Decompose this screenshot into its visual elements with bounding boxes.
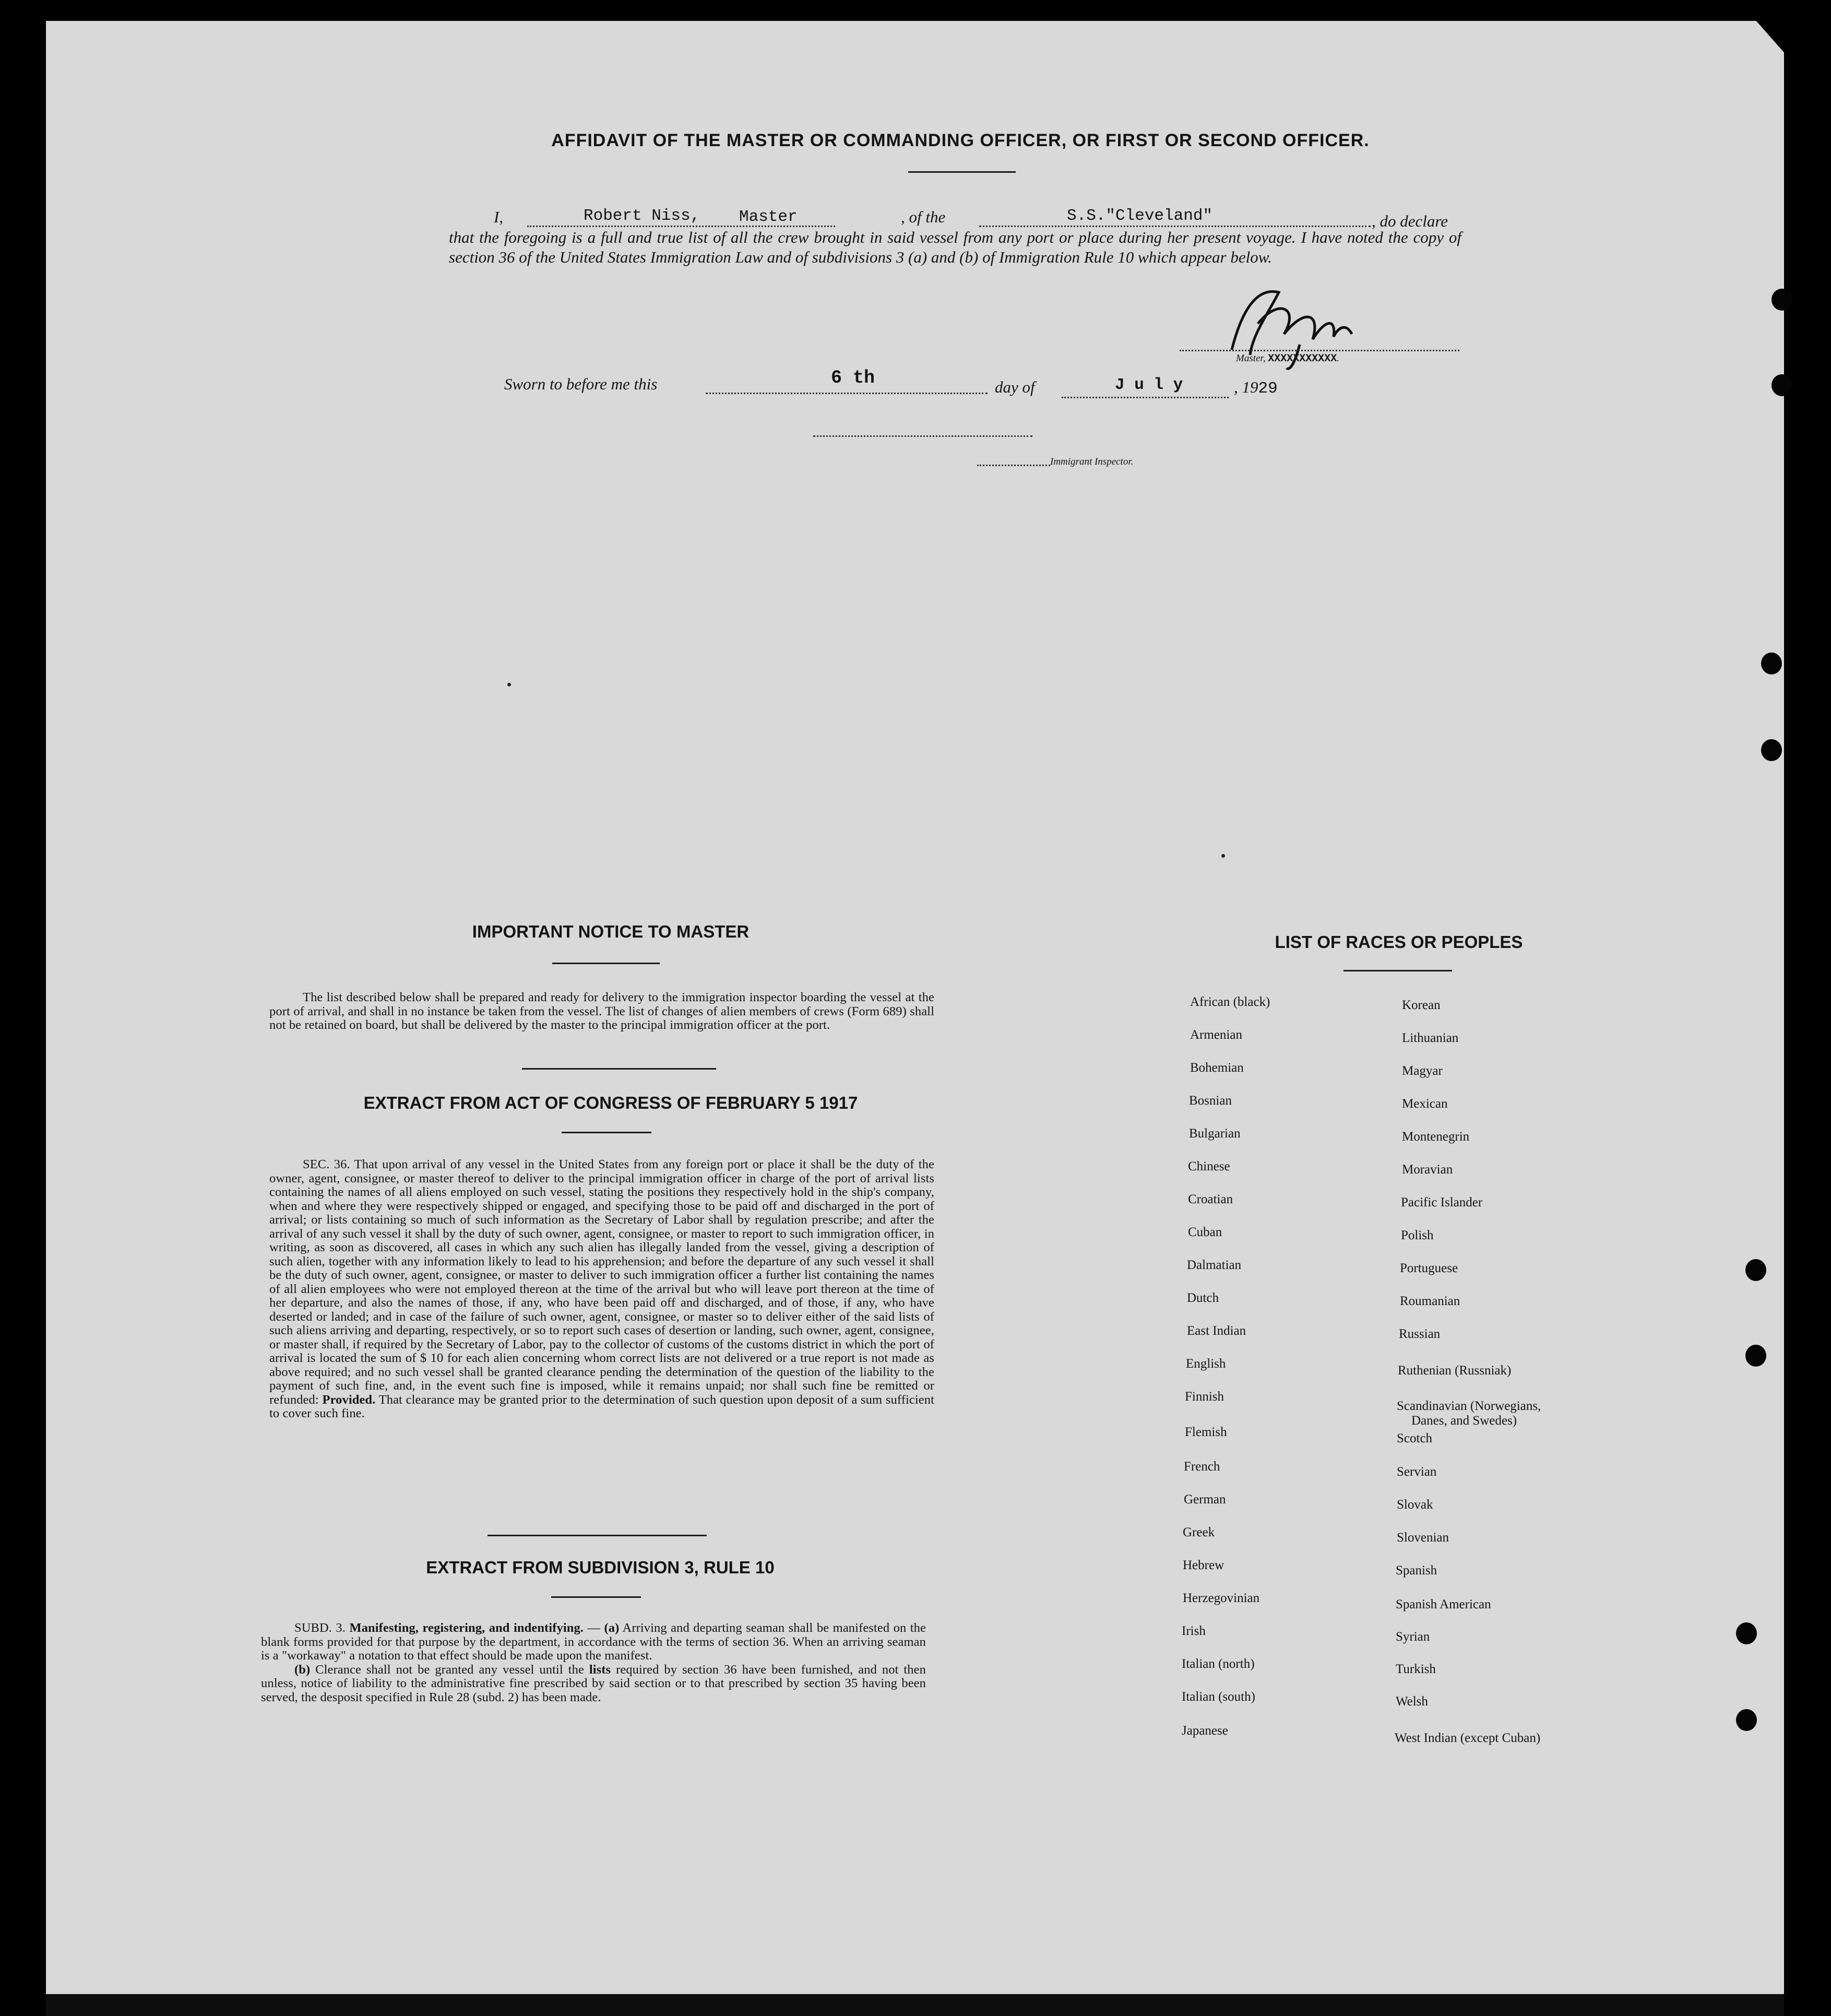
scan-edge [46, 1994, 1784, 2016]
of-the-label: , of the [901, 208, 946, 226]
race-item: Servian [1397, 1465, 1437, 1479]
race-item: Bosnian [1189, 1094, 1232, 1108]
inspector-caption: Immigrant Inspector. [1050, 456, 1134, 467]
race-item: Lithuanian [1402, 1031, 1459, 1045]
notice-title-rule [552, 963, 660, 964]
race-item: Finnish [1185, 1390, 1224, 1404]
race-item: Slovenian [1397, 1531, 1449, 1545]
act-provided: Provided. [322, 1392, 376, 1407]
rule-subd-a [261, 1621, 926, 1663]
subd-a-label: (a) [604, 1621, 620, 1635]
act-text [269, 1158, 934, 1421]
race-item: Turkish [1396, 1662, 1436, 1676]
subd-dash: — [584, 1621, 604, 1635]
binder-hole [1745, 1259, 1766, 1281]
title-rule [908, 171, 1016, 173]
act-paragraph [269, 1158, 934, 1421]
day-of-label: day of [995, 378, 1035, 396]
subd-b-lists: lists [589, 1662, 611, 1677]
race-item: German [1184, 1492, 1226, 1507]
year-label [1234, 378, 1278, 398]
race-item: Korean [1402, 998, 1441, 1012]
binder-hole [1761, 739, 1782, 761]
race-item: Croatian [1188, 1192, 1233, 1206]
race-item: Herzegovinian [1183, 1591, 1260, 1605]
sworn-label: Sworn to before me this [504, 375, 658, 393]
race-item: Scandinavian (Norwegians, [1397, 1399, 1541, 1413]
inspector-signature-line [813, 435, 1032, 437]
act-paragraph-end: That clearance may be granted prior to the determination of such question upon deposit of a sum sufficient to cover such fine. [269, 1392, 934, 1420]
notice-divider [522, 1068, 716, 1070]
vessel-fill-line [979, 226, 1371, 227]
race-item: Ruthenian (Russniak) [1398, 1363, 1512, 1378]
race-item: Syrian [1396, 1630, 1430, 1644]
race-item: Armenian [1190, 1028, 1242, 1042]
race-item: West Indian (except Cuban) [1395, 1731, 1541, 1745]
act-title-rule [562, 1132, 651, 1133]
race-item: Bohemian [1190, 1061, 1244, 1075]
race-item: Moravian [1402, 1163, 1453, 1177]
master-rank: Master [739, 208, 798, 226]
races-title-rule [1343, 970, 1452, 971]
race-item: Scotch [1397, 1431, 1433, 1445]
notice-title: IMPORTANT NOTICE TO MASTER [472, 922, 750, 941]
binder-hole [1761, 653, 1782, 674]
declare-label: , do declare [1372, 212, 1448, 230]
race-item: Magyar [1402, 1064, 1443, 1078]
race-item: Mexican [1402, 1097, 1448, 1111]
master-name: Robert Niss, [584, 207, 700, 225]
act-divider [488, 1535, 707, 1536]
binder-hole [1745, 1345, 1766, 1367]
subd-b-text-2: required by section 36 have been furnished, and not then unless, notice of liability to the administrative fine prescribed by said section or to that prescribed by section 35 having been served, the desposit specified in Rule 28 (subd. 2) has been made. [261, 1662, 926, 1704]
race-item: Pacific Islander [1401, 1195, 1483, 1209]
race-item: African (black) [1190, 995, 1270, 1009]
race-item: Polish [1401, 1228, 1434, 1242]
race-item: Dalmatian [1187, 1258, 1242, 1272]
rule-subd-b [261, 1663, 926, 1705]
race-item: Greek [1183, 1525, 1215, 1539]
race-item: East Indian [1187, 1324, 1246, 1338]
race-item: Hebrew [1183, 1558, 1224, 1572]
race-item: Russian [1399, 1327, 1441, 1341]
rule-text [261, 1621, 926, 1704]
binder-hole [1771, 289, 1792, 311]
rule-title: EXTRACT FROM SUBDIVISION 3, RULE 10 [426, 1558, 775, 1577]
race-item: Italian (south) [1182, 1690, 1255, 1704]
race-item: Irish [1182, 1624, 1206, 1638]
race-item: Cuban [1188, 1225, 1222, 1239]
notice-paragraph: The list described below shall be prepared and ready for delivery to the immigration inspector boarding the vessel at the port of arrival, and shall in no instance be taken from the vessel. The list of changes of alien members of crews (Form 689) shall not be retained on board, but shall be delivered by the master to the principal immigration officer at the port. [269, 990, 934, 1032]
race-item: English [1186, 1357, 1226, 1371]
sworn-month: J u l y [1115, 376, 1183, 394]
subd-heading: Manifesting, registering, and indentifying. [349, 1621, 584, 1635]
year-prefix: , 19 [1234, 378, 1258, 396]
vessel-name: S.S."Cleveland" [1067, 207, 1213, 225]
subd-b-label: (b) [294, 1662, 311, 1677]
affidavit-title: AFFIDAVIT OF THE MASTER OR COMMANDING OFFICER, OR FIRST OR SECOND OFFICER. [551, 131, 1370, 150]
rule-title-rule [551, 1596, 641, 1598]
signature-caption-struck: XXXXXXXXXXX [1268, 353, 1337, 365]
binder-hole [1771, 374, 1792, 396]
race-item: Spanish American [1396, 1597, 1491, 1611]
affidavit-paragraph: that the foregoing is a full and true list of all the crew brought in said vessel from any port or place during her present voyage. I have noted the copy of section 36 of the United States Immigration Law and of subdivisions 3 (a) and (b) of Immigration Rule 10 which appear below. [449, 228, 1461, 266]
affidavit-prefix: I, [494, 208, 504, 226]
race-item: Italian (north) [1182, 1657, 1255, 1671]
binder-hole [1736, 1709, 1757, 1731]
race-item: Dutch [1187, 1291, 1219, 1305]
act-paragraph-body: SEC. 36. That upon arrival of any vessel in the United States from any foreign port or place it shall be the duty of the owner, agent, consignee, or master thereof to deliver to the principal immigration officer in charge of the port of arrival lists containing the names of all aliens employed on such vessel, stating the positions they respectively hold in the ship's company, when and where they were respectively shipped or engaged, and specifying those to be paid off and discharged in the port of arrival; or lists containing so much of such information as the Secretary of Labor shall by regulation prescribe; and after the arrival of any such vessel it shall by the duty of such owner, agent, consignee, or master to report to such immigration officer, in writing, as soon as discovered, all cases in which any such alien has illegally landed from the vessel, giving a description of such alien, together with any information likely to lead to his apprehension; and before the departure of any such vessel it shall be the duty of such owner, agent, consignee, or master to deliver to such immigration officer a further list containing the names of all alien employees who were not employed thereon at the time of the arrival but who will leave port thereon at the time of her departure, and also the names of those, if any, who have been paid off and discharged, and of those, if any, who have deserted or landed; and in case of the failure of such owner, agent, consignee, or master so to deliver either of the said lists of such aliens arriving and departing, respectively, or so to report such cases of desertion or landing, such owner, agent, consignee, or master shall, if required by the Secretary of Labor, pay to the collector of customs of the customs district in which the port of arrival is located the sum of $ 10 for each alien concerning whom correct lists are not delivered or a true report is not made as above required; and no such vessel shall be granted clearance pending the determination of the question of the liability to the payment of such fine, and, in the event such fine is imposed, while it remains unpaid; nor shall such fine be remitted or refunded: [269, 1157, 934, 1407]
subd-b-text-1: Clerance shall not be granted any vessel until the [315, 1662, 584, 1677]
race-item: Portuguese [1400, 1261, 1458, 1275]
signature-caption-master: Master, [1236, 353, 1266, 364]
race-item: Slovak [1397, 1498, 1433, 1512]
race-item: Welsh [1396, 1694, 1428, 1709]
inspector-label-line [977, 465, 1050, 466]
signature-line [1180, 350, 1459, 351]
binder-hole [1736, 1622, 1757, 1644]
sworn-day-line [706, 393, 988, 394]
race-item: French [1184, 1460, 1220, 1474]
race-item: Chinese [1188, 1159, 1230, 1173]
notice-text [269, 991, 934, 1033]
subd-prefix: SUBD. 3. [294, 1621, 346, 1635]
race-item: Japanese [1182, 1724, 1228, 1738]
subd-a-text: Arriving and departing seaman shall be manifested on the blank forms provided for that purpose by the department, in accordance with the terms of section 36. When an arriving seaman is a "workaway" a notation to that effect should be made upon the manifest. [261, 1621, 926, 1663]
race-item: Bulgarian [1189, 1126, 1241, 1141]
race-item: Roumanian [1400, 1294, 1460, 1308]
races-title: LIST OF RACES OR PEOPLES [1275, 932, 1523, 952]
sworn-day: 6 th [831, 367, 875, 388]
act-title: EXTRACT FROM ACT OF CONGRESS OF FEBRUARY 5 1917 [363, 1093, 858, 1112]
signature-caption [1236, 353, 1339, 365]
year-suffix: 29 [1258, 380, 1278, 398]
speck [1221, 854, 1225, 858]
sworn-month-line [1062, 397, 1229, 398]
race-item: Montenegrin [1402, 1130, 1470, 1144]
race-item: Spanish [1396, 1563, 1437, 1578]
signature-caption-suffix: . [1337, 353, 1340, 364]
speck [507, 683, 511, 686]
race-item: Danes, and Swedes) [1411, 1414, 1517, 1428]
race-item: Flemish [1185, 1425, 1227, 1439]
